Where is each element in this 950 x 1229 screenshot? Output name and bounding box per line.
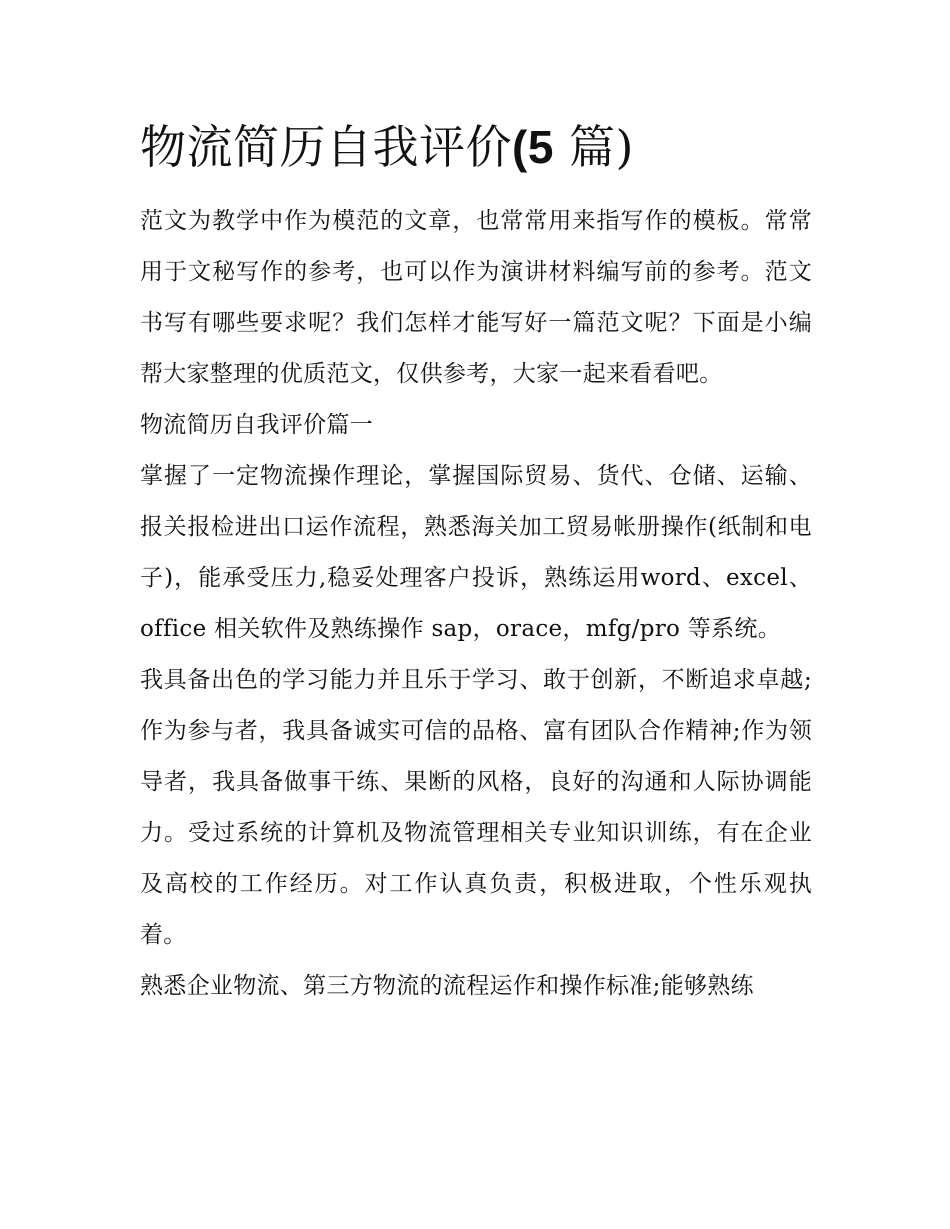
body-paragraph: 我具备出色的学习能力并且乐于学习、敢于创新，不断追求卓越;作为参与者，我具备诚实可信的品格、富有团队合作精神;作为领导者，我具备做事干练、果断的风格，良好的沟通和人际协调能力。受过系统的计算机及物流管理相关专业知识训练，有在企业及高校的工作经历。对工作认真负责，积极进取，个性乐观执着。	[140, 667, 812, 948]
document-title	[140, 112, 812, 182]
title-count-number: 5	[527, 121, 554, 173]
document-page	[140, 112, 812, 1012]
intro-paragraph: 范文为教学中作为模范的文章，也常常用来指写作的模板。常常用于文秘写作的参考，也可以作为演讲材料编写前的参考。范文书写有哪些要求呢？我们怎样才能写好一篇范文呢？下面是小编帮大家整理的优质范文，仅供参考，大家一起来看看吧。	[140, 208, 812, 387]
title-count-unit: 篇)	[553, 120, 634, 174]
body-paragraph: 熟悉企业物流、第三方物流的流程运作和操作标准;能够熟练	[140, 973, 754, 999]
title-main: 物流简历自我评价	[140, 120, 512, 174]
title-count-open: (	[512, 121, 528, 173]
section-heading: 物流简历自我评价篇一	[140, 412, 373, 438]
body-paragraph: 掌握了一定物流操作理论，掌握国际贸易、货代、仓储、运输、报关报检进出口运作流程，熟悉海关加工贸易帐册操作(纸制和电子)，能承受压力,稳妥处理客户投诉，熟练运用word、excel、office 相关软件及熟练操作 sap，orace，mfg/pro 等系统。	[140, 463, 812, 642]
